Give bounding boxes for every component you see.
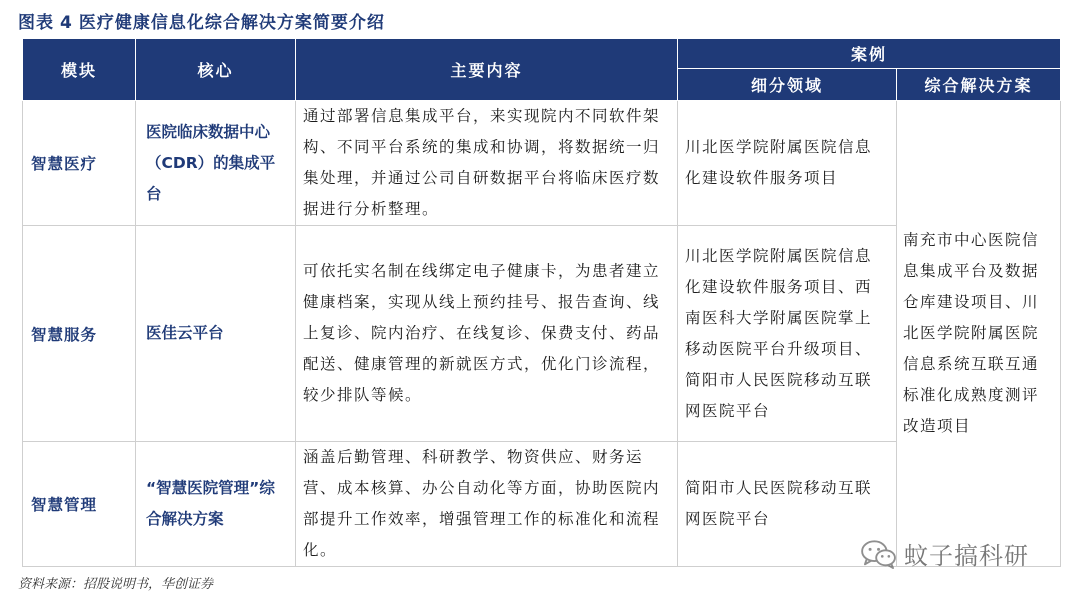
watermark [860,536,1029,571]
row-solution: 南充市中心医院信息集成平台及数据仓库建设项目、川北医学院附属医院信息系统互联互通标准化成熟度测评改造项目 [897,101,1061,567]
header-solution: 综合解决方案 [897,69,1061,101]
row-module: 智慧管理 [23,442,136,567]
wechat-icon [860,539,898,569]
row-content: 涵盖后勤管理、科研教学、物资供应、财务运营、成本核算、办公自动化等方面，协助医院内部提升工作效率，增强管理工作的标准化和流程化。 [296,442,678,567]
row-field: 川北医学院附属医院信息化建设软件服务项目 [678,101,897,226]
row-module: 智慧医疗 [23,101,136,226]
figure-title-text: 医疗健康信息化综合解决方案简要介绍 [78,13,385,33]
header-field: 细分领域 [678,69,897,101]
row-core: 医院临床数据中心（CDR）的集成平台 [136,101,296,226]
table-row [23,101,1061,226]
row-module: 智慧服务 [23,226,136,442]
watermark-text: 蚊子搞科研 [904,542,1029,570]
figure-number: 4 [60,13,73,33]
row-core: “智慧医院管理”综合解决方案 [136,442,296,567]
figure-label: 图表 [18,13,54,33]
header-core: 核心 [136,39,296,101]
header-module: 模块 [23,39,136,101]
row-field: 川北医学院附属医院信息化建设软件服务项目、西南医科大学附属医院掌上移动医院平台升级项目、简阳市人民医院移动互联网医院平台 [678,226,897,442]
header-content: 主要内容 [296,39,678,101]
source-note: 资料来源：招股说明书，华创证券 [18,577,214,592]
row-content: 通过部署信息集成平台，来实现院内不同软件架构、不同平台系统的集成和协调，将数据统一归集处理，并通过公司自研数据平台将临床医疗数据进行分析整理。 [296,101,678,226]
solution-table [22,38,1061,567]
header-case: 案例 [678,39,1061,69]
row-core: 医佳云平台 [136,226,296,442]
row-field: 简阳市人民医院移动互联网医院平台 [678,442,897,567]
row-content: 可依托实名制在线绑定电子健康卡，为患者建立健康档案，实现从线上预约挂号、报告查询、线上复诊、院内治疗、在线复诊、保费支付、药品配送、健康管理的新就医方式，优化门诊流程，较少排队等候。 [296,226,678,442]
figure-title [18,8,385,33]
